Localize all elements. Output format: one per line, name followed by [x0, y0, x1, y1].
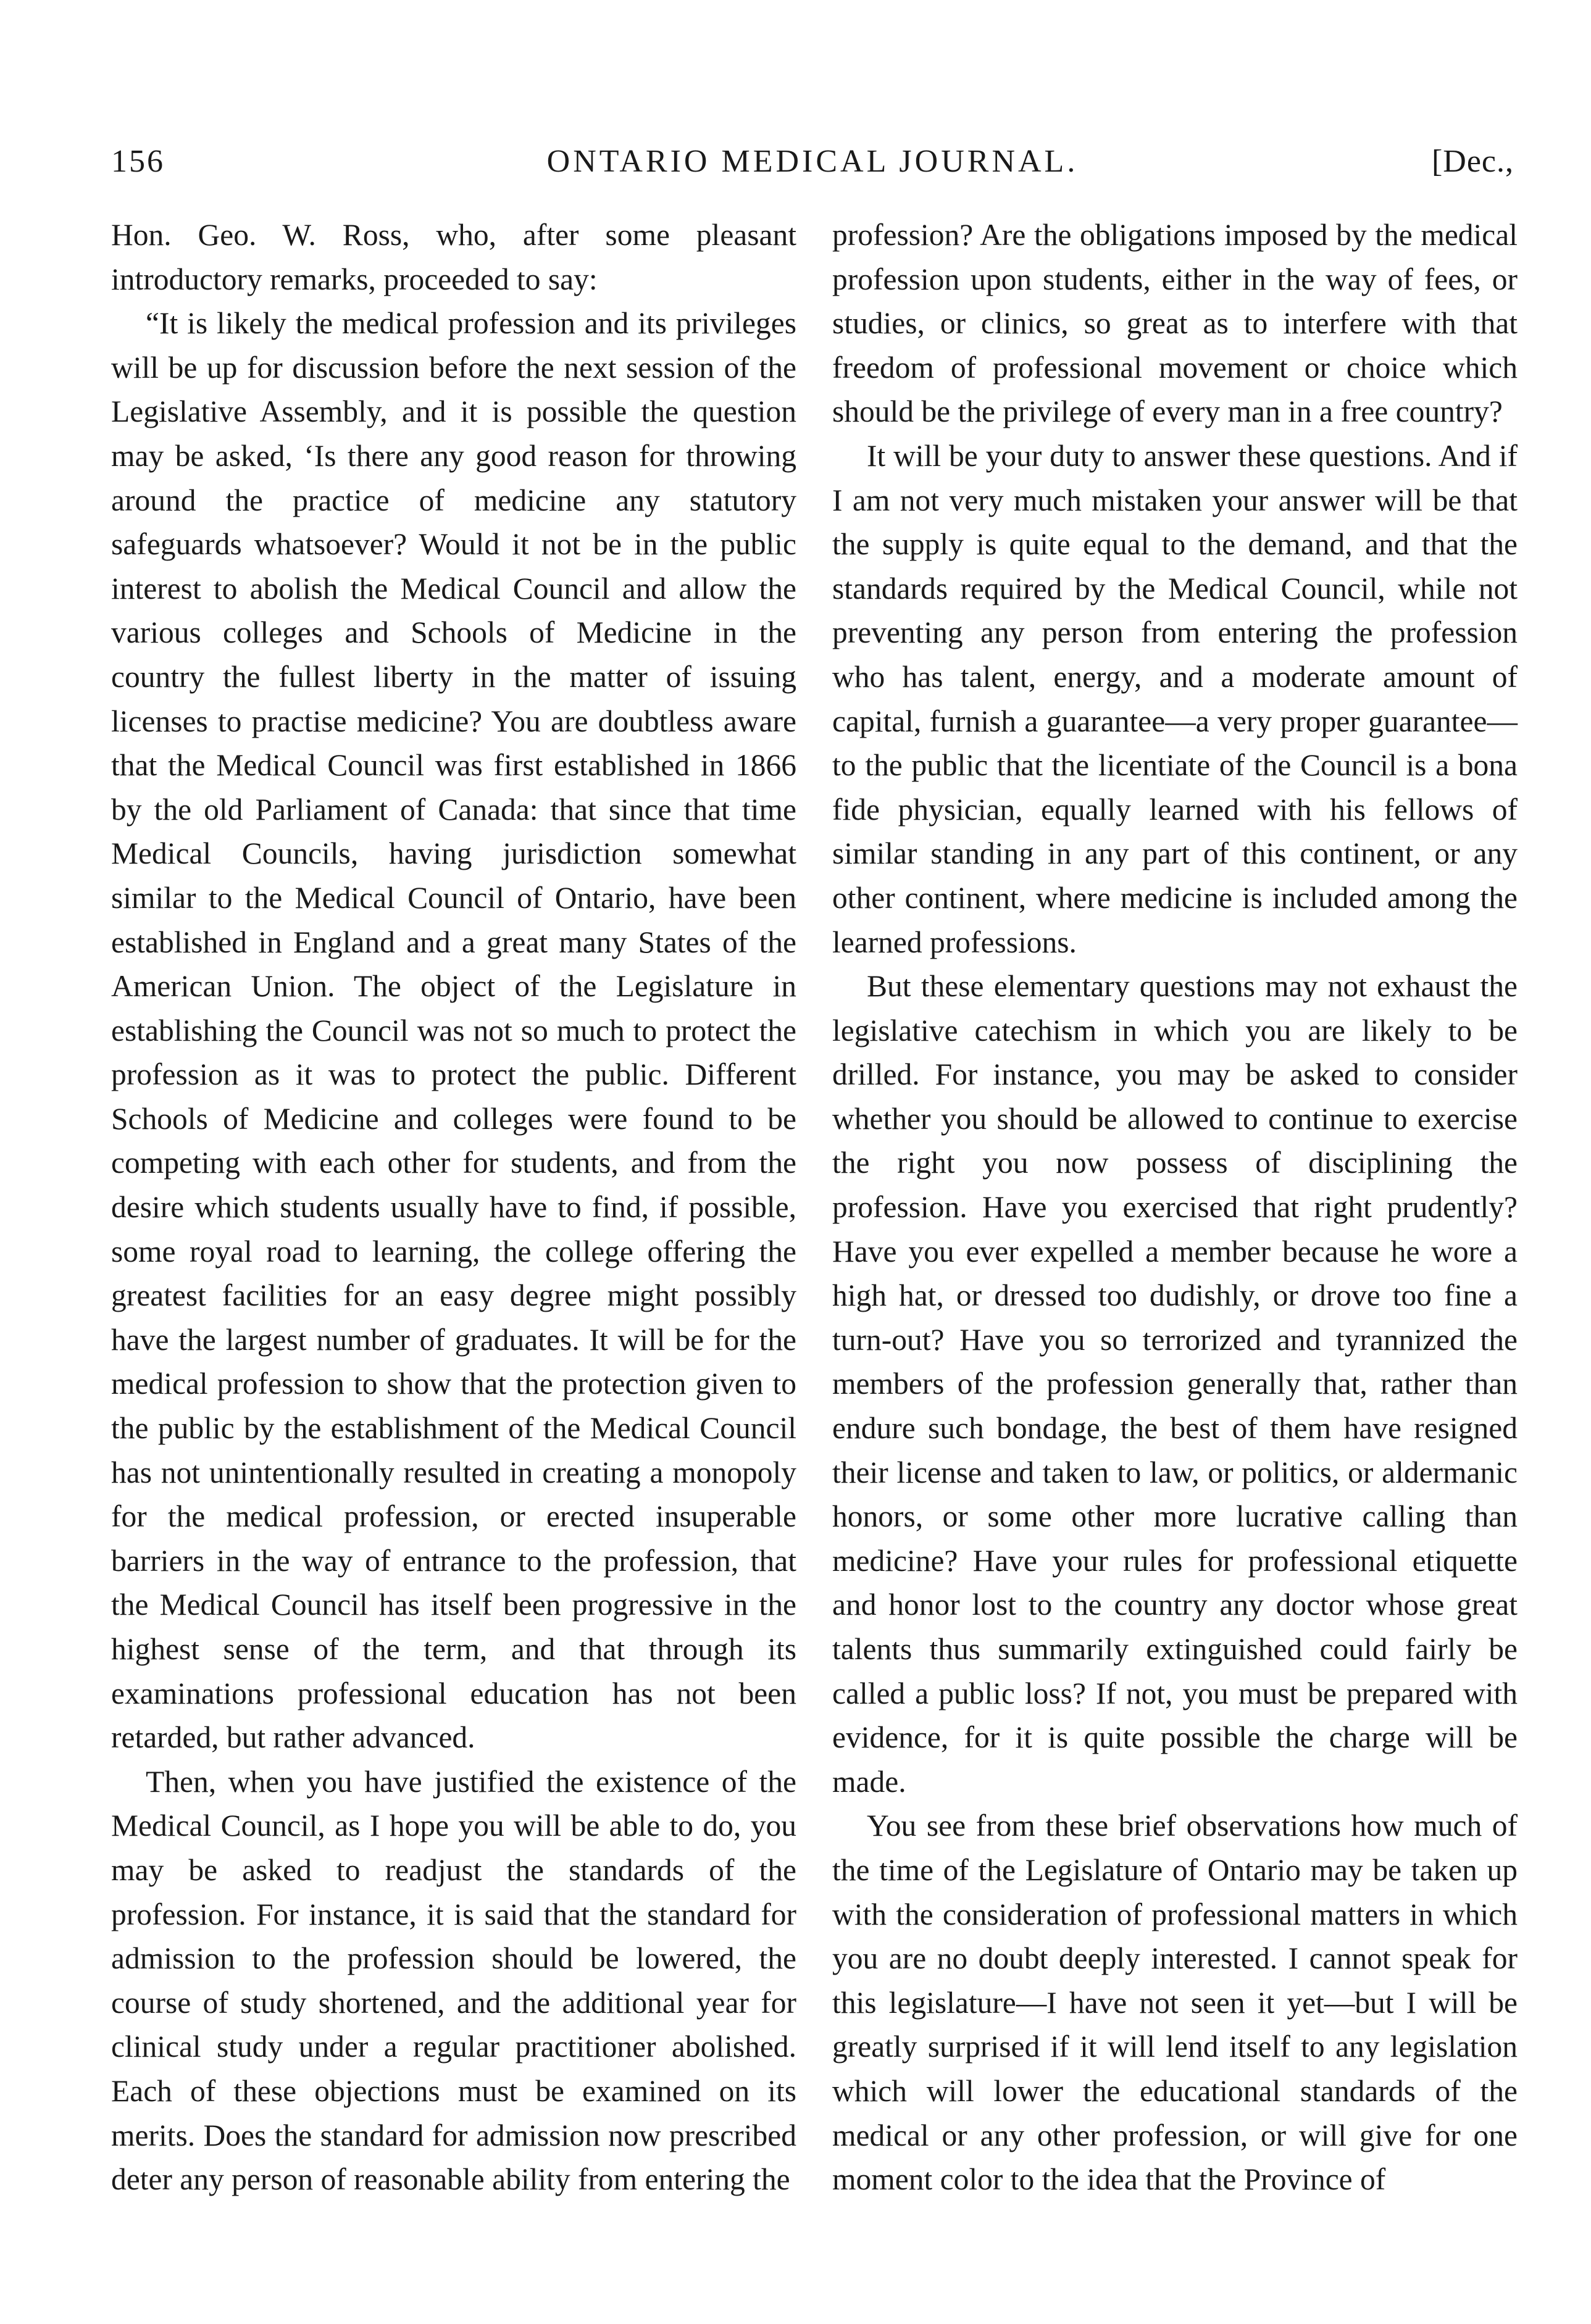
paragraph: But these elementary questions may not exhaust the legislative catechism in which you are likely to be drilled. For instance, you may be asked to consider whether you should be allowed to continue to exercise the right you now possess of disciplining the profession. Have you exercised that right prudently? Have you ever expelled a member because he wore a high hat, or dressed too dudishly, or drove too fine a turn-out? Have you so terrorized and tyrannized the members of the profession generally that, rather than endure such bondage, the best of them have resigned their license and taken to law, or politics, or aldermanic honors, or some other more lucrative calling than medicine? Have your rules for professional etiquette and honor lost to the country any doctor whose great talents thus summarily extinguished could fairly be called a public loss? If not, you must be prepared with evidence, for it is quite possible the charge will be made.: [832, 969, 1518, 1799]
page-number: 156: [111, 144, 165, 179]
paragraph: profession? Are the obligations imposed by the medical profession upon students, either in the way of fees, or studies, or clinics, so great as to interfere with that freedom of professional movement or choice which should be the privilege of every man in a free country?: [832, 218, 1518, 429]
right-column: [832, 213, 1518, 2202]
paragraph: Hon. Geo. W. Ross, who, after some pleasant introductory remarks, proceeded to say:: [111, 218, 796, 296]
left-column: [111, 213, 796, 2202]
paragraph: “It is likely the medical profession and its privileges will be up for discussion before the next session of the Legislative Assembly, and it is possible the question may be asked, ‘Is there any good reason for throwing around the practice of medicine any statutory safeguards whatsoever? Would it not be in the public interest to abolish the Medical Council and allow the various colleges and Schools of Medicine in the country the fullest liberty in the matter of issuing licenses to practise medicine? You are doubtless aware that the Medical Council was first established in 1866 by the old Parliament of Canada: that since that time Medical Councils, having jurisdiction somewhat similar to the Medical Council of Ontario, have been established in England and a great many States of the American Union. The object of the Legislature in establishing the Council was not so much to protect the profession as it was to protect the public. Different Schools of Medicine and colleges were found to be competing with each other for students, and from the desire which students usually have to find, if possible, some royal road to learning, the college offering the greatest facilities for an easy degree might possibly have the largest number of graduates. It will be for the medical profession to show that the protection given to the public by the establishment of the Medical Council has not unintentionally resulted in creating a monopoly for the medical profession, or erected insuperable barriers in the way of entrance to the profession, that the Medical Council has itself been progressive in the highest sense of the term, and that through its examinations professional education has not been retarded, but rather advanced.: [111, 306, 796, 1755]
running-head: [111, 143, 1514, 193]
issue-month: [Dec.,: [1431, 144, 1514, 179]
paragraph: Then, when you have justified the existence of the Medical Council, as I hope you will be able to do, you may be asked to readjust the standards of the profession. For instance, it is said that the standard for admission to the profession should be lowered, the course of study shortened, and the additional year for clinical study under a regular practitioner abolished. Each of these objections must be examined on its merits. Does the standard for admission now prescribed deter any person of reasonable ability from entering the: [111, 1764, 796, 2197]
paragraph: You see from these brief observations how much of the time of the Legislature of Ontario may be taken up with the consideration of professional matters in which you are no doubt deeply interested. I cannot speak for this legislature—I have not seen it yet—but I will be greatly surprised if it will lend itself to any legislation which will lower the educational standards of the medical or any other profession, or will give for one moment color to the idea that the Province of: [832, 1809, 1518, 2197]
paragraph: It will be your duty to answer these questions. And if I am not very much mistaken your answer will be that the supply is quite equal to the demand, and that the standards required by the Medical Council, while not preventing any person from entering the profession who has talent, energy, and a moderate amount of capital, furnish a guarantee—a very proper guarantee—to the public that the licentiate of the Council is a bona fide physician, equally learned with his fellows of similar standing in any part of this continent, or any other continent, where medicine is included among the learned professions.: [832, 438, 1518, 959]
journal-title: ONTARIO MEDICAL JOURNAL.: [546, 144, 1079, 179]
